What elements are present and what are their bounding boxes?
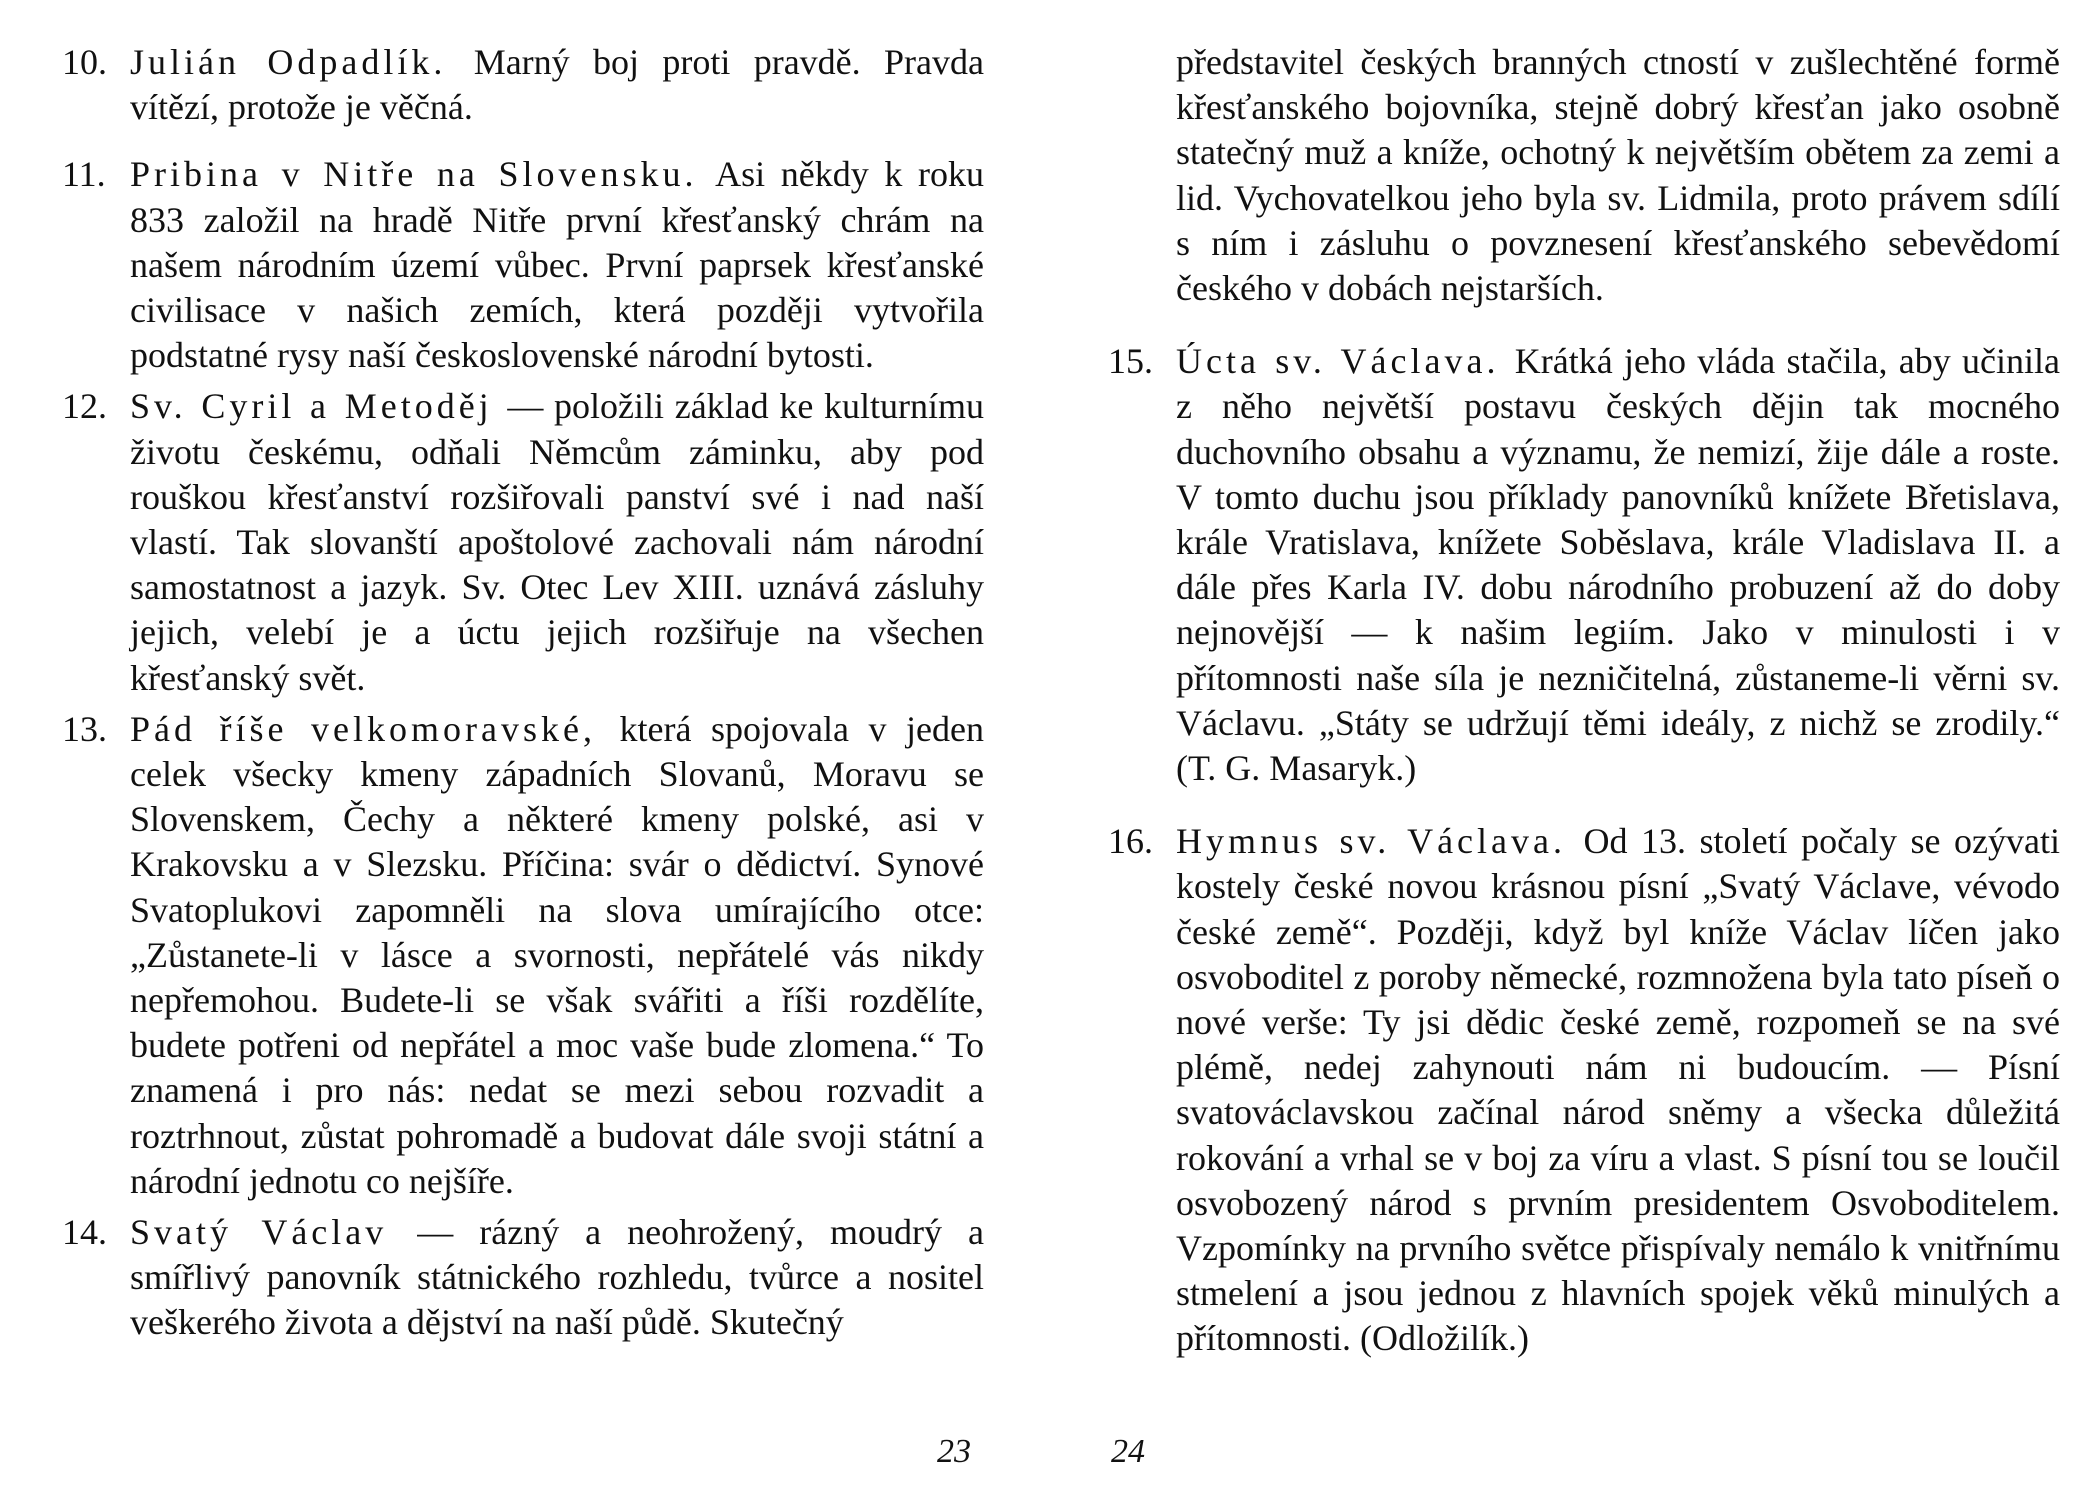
item-text: — rázný a neohrožený, moudrý a smířlivý panovník státnického rozhledu, tvůrce a nositel veškerého života a dějství na naší půdě. Skutečný bbox=[130, 1212, 984, 1343]
item-text: Od 13. století počaly se ozývati kostely české novou krásnou písní „Svatý Václave, vévodo české země“. Později, když byl kníže Václav líčen jako osvoboditel z poroby německé, rozmnožena byla tato píseň o nové verše: Ty jsi dědic české země, rozpomeň se na své plémě, nedej zahynouti nám ni budoucím. — Písní svatováclavskou začínal národ sněmy a všecka důležitá rokování a vrhal se v boj za víru a vlast. S písní tou se loučil osvobozený národ s prvním presidentem Osvoboditelem. Vzpomínky na prvního světce přispívaly nemálo k vnitřnímu stmelení a jsou jednou z hlavních spojek věků minulých a přítomnosti. (Odložilík.) bbox=[1176, 821, 2061, 1359]
item-body bbox=[1176, 819, 2060, 1361]
list-item-13 bbox=[62, 707, 984, 1204]
item-body bbox=[130, 707, 984, 1204]
item-heading: Pribina v Nitře na Slovensku. bbox=[130, 154, 698, 195]
item-number: 14. bbox=[62, 1212, 107, 1253]
item-body bbox=[130, 40, 984, 130]
item-body bbox=[1176, 339, 2060, 791]
item-text: Marný boj proti pravdě. Pravda vítězí, protože je věčná. bbox=[130, 42, 984, 128]
item-heading: Julián Odpadlík. bbox=[130, 42, 447, 82]
item-text: Krátká jeho vláda stačila, aby učinila z něho největší postavu českých dějin tak mocného duchovního obsahu a významu, že nemizí, žije dále a roste. V tomto duchu jsou příklady panovníků knížete Břetislava, krále Vratislava, knížete Soběslava, krále Vladislava II. a dále přes Karla IV. dobu národního probuzení až do doby nejnovější — k našim legiím. Jako v minulosti i v přítomnosti naše síla je nezničitelná, zůstaneme-li věrni sv. Václavu. „Státy se udržují těmi ideály, z nichž se zrodily.“ (T. G. Masaryk.) bbox=[1176, 341, 2061, 789]
item-text: — položili základ ke kulturnímu životu českému, odňali Němcům záminku, aby pod rouškou křesťanství rozšiřovali panství své i nad naší vlastí. Tak slovanští apoštolové zachovali nám národní samostatnost a jazyk. Sv. Otec Lev XIII. uznává zásluhy jejich, velebí je a úctu jejich rozšiřuje na všechen křesťanský svět. bbox=[130, 386, 984, 698]
item-body: představitel českých branných ctností v zušlechtěné formě křesťanského bojovníka, stejně dobrý křesťan jako osobně statečný muž a kníže, ochotný k největším obětem za zemi a lid. Vychovatelkou jeho byla sv. Lidmila, proto právem sdílí s ním i zásluhu o povznesení křesťanského sebevědomí českého v dobách nejstarších. bbox=[1176, 42, 2060, 309]
list-item-14 bbox=[62, 1210, 984, 1346]
item-heading: Hymnus sv. Václava. bbox=[1176, 821, 1566, 862]
item-body bbox=[130, 384, 984, 700]
item-text: která spojovala v jeden celek všecky kmeny západních Slovanů, Moravu se Slovenskem, Čechy a některé kmeny polské, asi v Krakovsku a v Slezsku. Příčina: svár o dědictví. Synové Svatoplukovi zapomněli na slova umírajícího otce: „Zůstanete-li v lásce a svornosti, nepřátelé vás nikdy nepřemohou. Budete-li se však svářiti a říši rozdělíte, budete potřeni od nepřátel a moc vaše bude zlomena.“ To znamená i pro nás: nedat se mezi sebou rozvadit a roztrhnout, zůstat pohromadě a budovat dále svoji státní a národní jednotu co nejšíře. bbox=[130, 708, 984, 1201]
item-heading: Sv. Cyril a Metoděj bbox=[130, 386, 493, 427]
item-heading: Svatý Václav bbox=[130, 1212, 388, 1253]
item-number: 15. bbox=[1108, 341, 1153, 382]
page-number: 24 bbox=[1111, 1433, 1145, 1470]
item-number: 13. bbox=[62, 708, 107, 749]
item-heading: Pád říše velkomoravské, bbox=[130, 708, 596, 749]
right-column bbox=[1108, 40, 2060, 1362]
item-body bbox=[130, 152, 984, 378]
page-number: 23 bbox=[937, 1433, 971, 1470]
item-text: Asi někdy k roku 833 založil na hradě Nitře první křesťanský chrám na našem národním území vůbec. První paprsek křesťanské civilisace v našich zemích, která později vytvořila podstatné rysy naší československé národní bytosti. bbox=[130, 154, 985, 376]
item-body bbox=[130, 1210, 984, 1346]
right-page bbox=[1041, 0, 2082, 1500]
continued-text bbox=[1108, 40, 2060, 311]
list-item-12 bbox=[62, 384, 984, 700]
list-item-10 bbox=[62, 40, 984, 130]
list-item-16 bbox=[1108, 819, 2060, 1361]
item-number: 12. bbox=[62, 386, 107, 427]
left-column bbox=[62, 40, 984, 1346]
list-item-11 bbox=[62, 152, 984, 378]
item-number: 10. bbox=[62, 42, 107, 82]
item-number: 16. bbox=[1108, 821, 1153, 862]
item-heading: Úcta sv. Václava. bbox=[1176, 341, 1500, 382]
list-item-15 bbox=[1108, 339, 2060, 791]
item-number: 11. bbox=[62, 154, 106, 195]
